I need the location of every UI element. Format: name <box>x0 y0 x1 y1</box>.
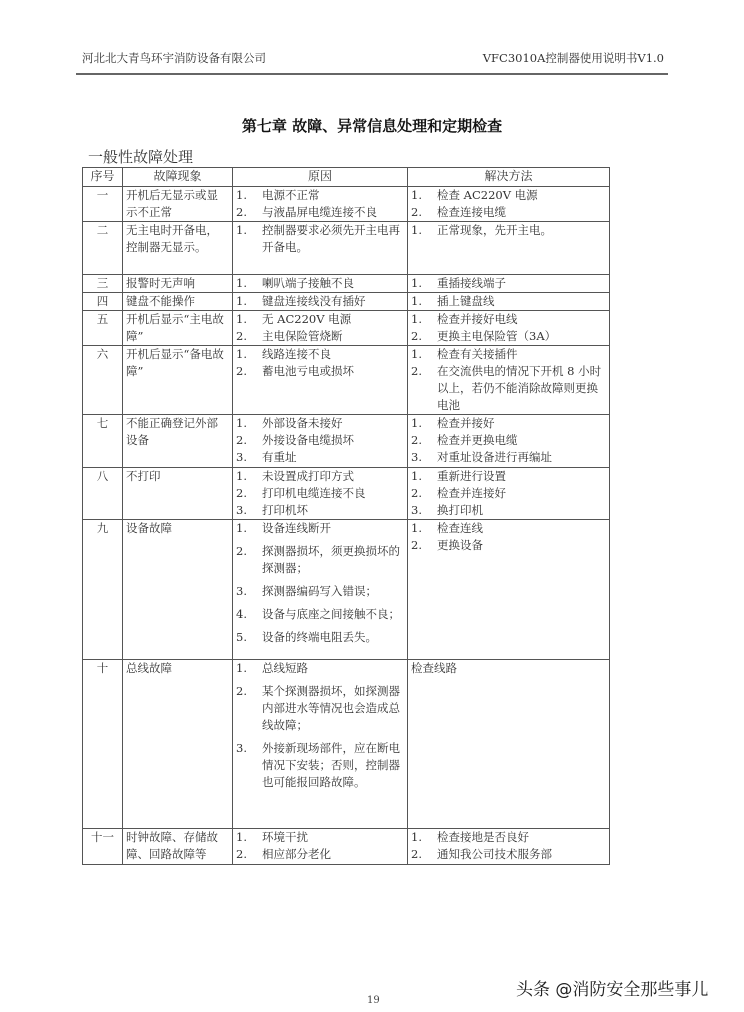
row-causes <box>233 829 408 865</box>
item-index: 1. <box>411 416 422 430</box>
table-row <box>83 346 610 415</box>
cause-item <box>236 660 404 677</box>
item-text: 换打印机 <box>437 503 483 517</box>
row-causes <box>233 187 408 222</box>
item-text: 控制器要求必须先开主电再开备电。 <box>262 223 400 254</box>
item-index: 2. <box>411 486 422 500</box>
item-index: 1. <box>411 188 422 202</box>
row-solutions <box>408 187 610 222</box>
fault-table <box>82 167 610 865</box>
item-index: 1. <box>411 830 422 844</box>
solution-item <box>411 432 606 449</box>
item-index: 3. <box>411 503 422 517</box>
item-index: 2. <box>236 205 247 219</box>
row-solutions <box>408 468 610 520</box>
item-index: 3. <box>236 503 247 517</box>
col-header-solution: 解决方法 <box>408 168 610 187</box>
item-index: 1. <box>236 830 247 844</box>
item-text: 外部设备未接好 <box>262 416 343 430</box>
row-solutions <box>408 311 610 346</box>
item-text: 探测器损坏，须更换损坏的探测器； <box>262 544 400 575</box>
item-index: 1. <box>411 347 422 361</box>
cause-item <box>236 520 404 537</box>
cause-item <box>236 222 404 256</box>
row-causes <box>233 275 408 293</box>
item-text: 键盘连接线没有插好 <box>262 294 366 308</box>
item-text: 设备的终端电阻丢失。 <box>262 630 377 644</box>
item-index: 1. <box>411 469 422 483</box>
watermark: 头条 @消防安全那些事儿 <box>516 980 709 1000</box>
row-symptom: 无主电时开备电，控制器无显示。 <box>123 222 233 275</box>
item-text: 检查并更换电缆 <box>437 433 518 447</box>
item-text: 检查接地是否良好 <box>437 830 529 844</box>
header-doc-title: VFC3010A控制器使用说明书V1.0 <box>482 51 664 65</box>
item-text: 在交流供电的情况下开机 8 小时以上，若仍不能消除故障则更换电池 <box>437 364 602 412</box>
item-index: 1. <box>236 294 247 308</box>
row-symptom: 开机后无显示或显示不正常 <box>123 187 233 222</box>
solution-item <box>411 222 606 239</box>
row-symptom: 开机后显示“备电故障” <box>123 346 233 415</box>
item-index: 1. <box>236 188 247 202</box>
solution-item <box>411 449 606 466</box>
item-text: 对重址设备进行再编址 <box>437 450 552 464</box>
cause-item <box>236 449 404 466</box>
solution-item <box>411 187 606 204</box>
item-text: 通知我公司技术服务部 <box>437 847 552 861</box>
item-text: 某个探测器损坏，如探测器内部进水等情况也会造成总线故障； <box>262 684 400 732</box>
row-causes <box>233 660 408 829</box>
row-symptom: 时钟故障、存储故障、回路故障等 <box>123 829 233 865</box>
item-index: 1. <box>411 294 422 308</box>
header-divider <box>76 73 668 75</box>
row-causes <box>233 293 408 311</box>
item-index: 1. <box>411 223 422 237</box>
row-number: 十 <box>83 660 123 829</box>
table-row <box>83 311 610 346</box>
table-row <box>83 187 610 222</box>
item-text: 电源不正常 <box>262 188 320 202</box>
solution-item <box>411 328 606 345</box>
solution-item <box>411 346 606 363</box>
row-causes <box>233 346 408 415</box>
item-index: 2. <box>236 364 247 378</box>
item-text: 无 AC220V 电源 <box>262 312 352 326</box>
item-index: 1. <box>236 521 247 535</box>
row-number: 十一 <box>83 829 123 865</box>
row-number: 二 <box>83 222 123 275</box>
solution-item <box>411 485 606 502</box>
item-index: 1. <box>411 312 422 326</box>
item-text: 检查连线 <box>437 521 483 535</box>
row-solutions <box>408 415 610 468</box>
row-symptom: 总线故障 <box>123 660 233 829</box>
cause-item <box>236 275 404 292</box>
cause-item <box>236 328 404 345</box>
table-row <box>83 520 610 660</box>
item-index: 1. <box>236 223 247 237</box>
item-index: 3. <box>236 450 247 464</box>
item-text: 设备连线断开 <box>262 521 331 535</box>
item-text: 探测器编码写入错误； <box>262 584 377 598</box>
cause-item <box>236 543 404 577</box>
cause-item <box>236 415 404 432</box>
item-text: 检查有关接插件 <box>437 347 518 361</box>
item-text: 更换设备 <box>437 538 483 552</box>
cause-item <box>236 740 404 791</box>
solution-item <box>411 502 606 519</box>
item-index: 2. <box>236 684 247 698</box>
cause-item <box>236 293 404 310</box>
row-symptom: 不打印 <box>123 468 233 520</box>
item-text: 重新进行设置 <box>437 469 506 483</box>
cause-item <box>236 502 404 519</box>
col-header-cause: 原因 <box>233 168 408 187</box>
row-symptom: 报警时无声响 <box>123 275 233 293</box>
solution-item <box>411 204 606 221</box>
cause-item <box>236 187 404 204</box>
cause-item <box>236 629 404 646</box>
solution-item <box>411 415 606 432</box>
item-index: 2. <box>411 329 422 343</box>
item-text: 主电保险管烧断 <box>262 329 343 343</box>
solution-item <box>411 293 606 310</box>
item-index: 2. <box>236 847 247 861</box>
row-symptom: 键盘不能操作 <box>123 293 233 311</box>
item-index: 3. <box>236 741 247 755</box>
row-symptom: 开机后显示“主电故障” <box>123 311 233 346</box>
row-solutions <box>408 222 610 275</box>
chapter-title: 第七章 故障、异常信息处理和定期检查 <box>241 117 503 135</box>
row-causes <box>233 311 408 346</box>
row-number: 六 <box>83 346 123 415</box>
row-number: 四 <box>83 293 123 311</box>
solution-item <box>411 829 606 846</box>
item-text: 有重址 <box>262 450 297 464</box>
item-text: 外接设备电缆损坏 <box>262 433 354 447</box>
row-solutions <box>408 520 610 660</box>
header-company: 河北北大青鸟环宇消防设备有限公司 <box>82 51 266 65</box>
cause-item <box>236 683 404 734</box>
row-number: 三 <box>83 275 123 293</box>
row-solutions <box>408 346 610 415</box>
row-number: 八 <box>83 468 123 520</box>
item-text: 插上键盘线 <box>437 294 495 308</box>
solution-item <box>411 275 606 292</box>
item-text: 检查并连接好 <box>437 486 506 500</box>
row-number: 五 <box>83 311 123 346</box>
item-text: 外接新现场部件，应在断电情况下安装；否则，控制器也可能报回路故障。 <box>262 741 400 789</box>
item-index: 1. <box>236 661 247 675</box>
item-text: 环境干扰 <box>262 830 308 844</box>
cause-item <box>236 346 404 363</box>
item-index: 2. <box>411 433 422 447</box>
cause-item <box>236 485 404 502</box>
item-text: 更换主电保险管（3A） <box>437 329 557 343</box>
item-index: 5. <box>236 630 247 644</box>
item-index: 1. <box>236 416 247 430</box>
item-index: 2. <box>236 329 247 343</box>
item-index: 3. <box>411 450 422 464</box>
row-solutions <box>408 275 610 293</box>
row-causes <box>233 520 408 660</box>
solution-item <box>411 363 606 414</box>
cause-item <box>236 846 404 863</box>
row-symptom: 设备故障 <box>123 520 233 660</box>
item-index: 3. <box>236 584 247 598</box>
item-index: 1. <box>236 469 247 483</box>
item-text: 与液晶屏电缆连接不良 <box>262 205 377 219</box>
row-solutions: 检查线路 <box>408 660 610 829</box>
item-text: 蓄电池亏电或损坏 <box>262 364 354 378</box>
item-index: 4. <box>236 607 247 621</box>
row-solutions <box>408 829 610 865</box>
item-text: 设备与底座之间接触不良； <box>262 607 400 621</box>
table-row <box>83 222 610 275</box>
table-row <box>83 468 610 520</box>
solution-item <box>411 846 606 863</box>
item-index: 1. <box>411 521 422 535</box>
row-number: 七 <box>83 415 123 468</box>
row-causes <box>233 222 408 275</box>
row-causes <box>233 468 408 520</box>
table-row <box>83 275 610 293</box>
solution-item <box>411 537 606 554</box>
row-solutions <box>408 293 610 311</box>
item-index: 2. <box>411 364 422 378</box>
item-text: 重插接线端子 <box>437 276 506 290</box>
item-index: 2. <box>411 538 422 552</box>
item-index: 2. <box>236 544 247 558</box>
item-text: 未设置成打印方式 <box>262 469 354 483</box>
col-header-symptom: 故障现象 <box>123 168 233 187</box>
item-text: 打印机坏 <box>262 503 308 517</box>
item-index: 2. <box>411 205 422 219</box>
item-index: 2. <box>411 847 422 861</box>
item-index: 1. <box>411 276 422 290</box>
col-header-no: 序号 <box>83 168 123 187</box>
cause-item <box>236 432 404 449</box>
item-text: 喇叭端子接触不良 <box>262 276 354 290</box>
cause-item <box>236 606 404 623</box>
item-index: 2. <box>236 486 247 500</box>
cause-item <box>236 468 404 485</box>
item-text: 检查并接好 <box>437 416 495 430</box>
cause-item <box>236 363 404 380</box>
item-text: 检查 AC220V 电源 <box>437 188 538 202</box>
item-text: 相应部分老化 <box>262 847 331 861</box>
item-index: 1. <box>236 312 247 326</box>
page-number: 19 <box>367 995 380 1006</box>
item-index: 2. <box>236 433 247 447</box>
item-text: 总线短路 <box>262 661 308 675</box>
row-causes <box>233 415 408 468</box>
item-index: 1. <box>236 347 247 361</box>
cause-item <box>236 311 404 328</box>
solution-item <box>411 311 606 328</box>
item-text: 检查并接好电线 <box>437 312 518 326</box>
item-text: 正常现象，先开主电。 <box>437 223 552 237</box>
table-row <box>83 829 610 865</box>
item-index: 1. <box>236 276 247 290</box>
row-number: 九 <box>83 520 123 660</box>
cause-item <box>236 583 404 600</box>
item-text: 检查连接电缆 <box>437 205 506 219</box>
cause-item <box>236 829 404 846</box>
item-text: 线路连接不良 <box>262 347 331 361</box>
table-header-row <box>83 168 610 187</box>
table-row <box>83 660 610 829</box>
item-text: 打印机电缆连接不良 <box>262 486 366 500</box>
table-row <box>83 415 610 468</box>
solution-item <box>411 520 606 537</box>
row-symptom: 不能正确登记外部设备 <box>123 415 233 468</box>
table-row <box>83 293 610 311</box>
solution-item <box>411 468 606 485</box>
cause-item <box>236 204 404 221</box>
row-number: 一 <box>83 187 123 222</box>
section-title: 一般性故障处理 <box>88 148 194 166</box>
